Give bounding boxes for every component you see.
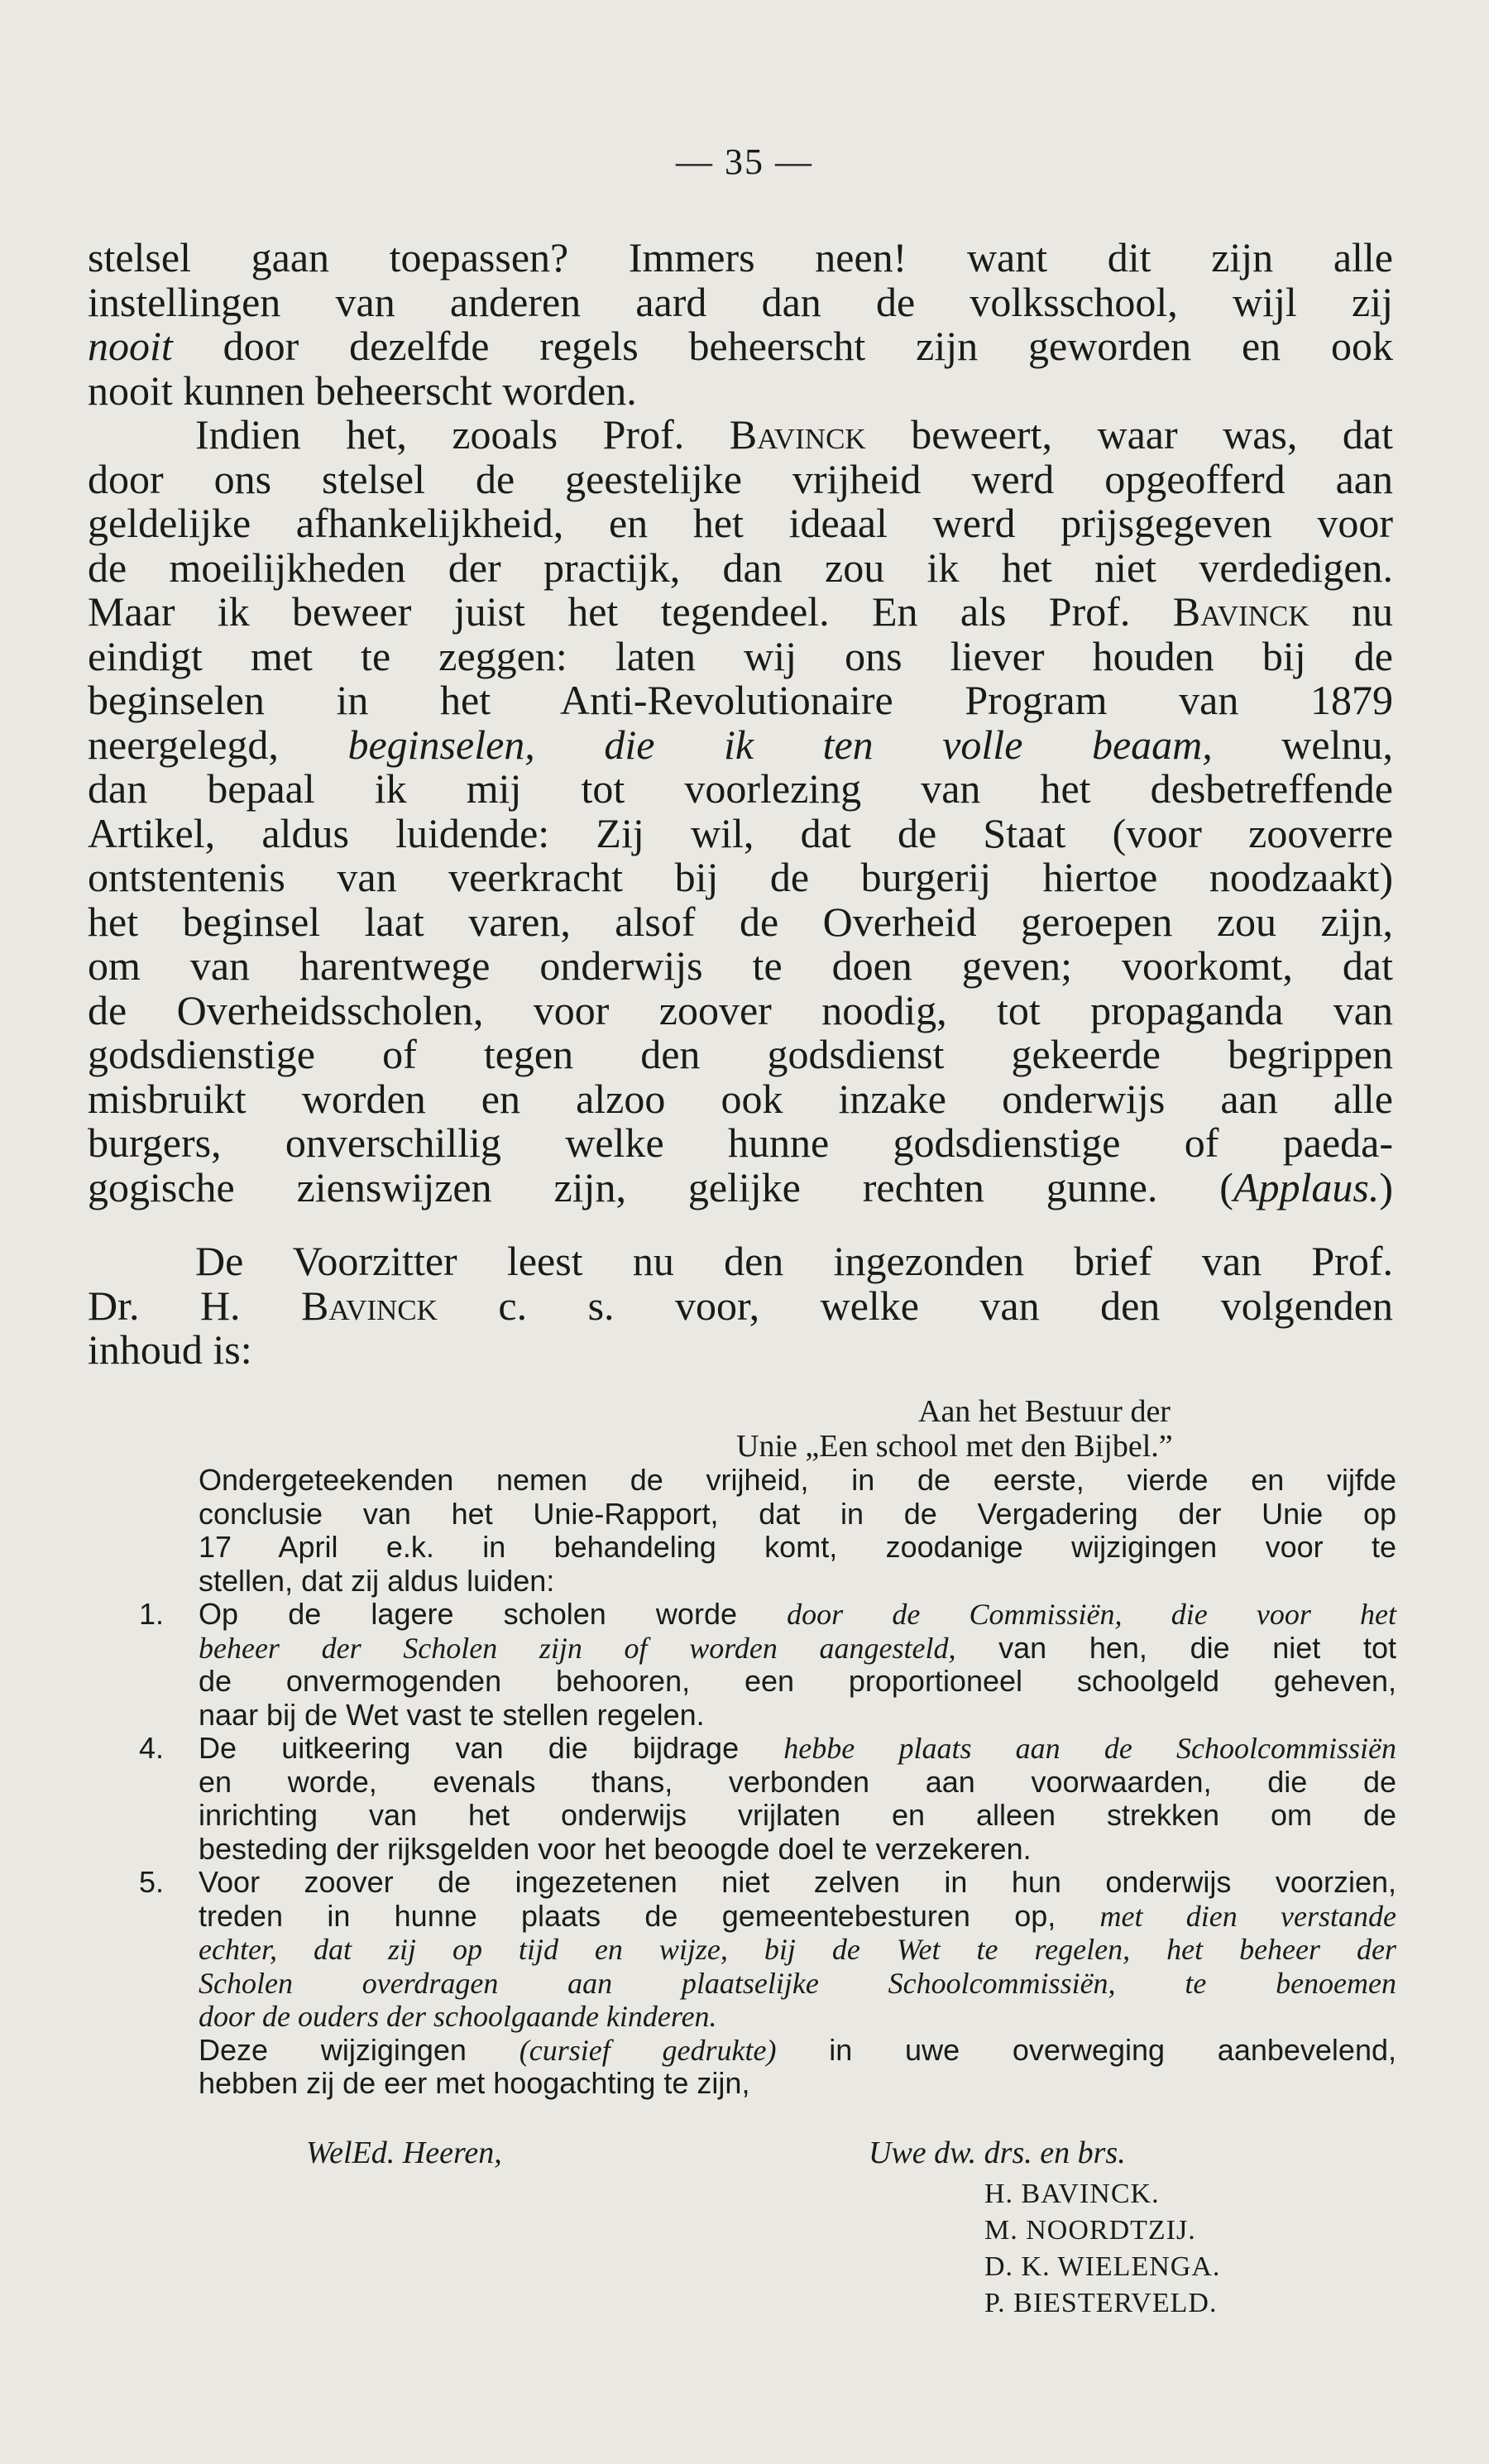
text-line: burgers, onverschillig welke hunne godsdienstige of paeda- — [88, 1119, 1393, 1166]
letter-line: naar bij de Wet vast te stellen regelen. — [199, 1697, 705, 1732]
paragraph-1 — [88, 236, 1393, 413]
text-line: neergelegd, beginselen, die ik ten volle beaam, welnu, — [88, 721, 1393, 768]
emphasis: met dien verstande — [1099, 1899, 1396, 1933]
emphasis: nooit — [88, 323, 173, 369]
letter-line: inrichting van het onderwijs vrijlaten en alleen strekken om de — [199, 1798, 1396, 1832]
letter-line: door de ouders der schoolgaande kinderen. — [199, 2000, 717, 2033]
conclusion-item — [139, 1865, 1396, 2034]
text-line: het beginsel laat varen, alsof de Overheid geroepen zou zijn, — [88, 898, 1393, 945]
emphasis: Applaus. — [1233, 1163, 1380, 1210]
conclusion-item — [139, 1731, 1396, 1866]
valediction: Uwe dw. drs. en brs. — [869, 2136, 1126, 2170]
emphasis: beginselen, die ik ten volle beaam, — [347, 721, 1213, 768]
letter-line: beheer der Scholen zijn of worden aangesteld, van hen, die niet tot — [199, 1630, 1396, 1665]
paragraph-3 — [88, 1239, 1393, 1373]
text-line: beginselen in het Anti-Revolutionaire Program van 1879 — [88, 677, 1393, 723]
letter-line: De uitkeering van die bijdrage hebbe plaats aan de Schoolcommissiën — [199, 1731, 1396, 1765]
author-name: Bavinck — [1172, 588, 1309, 635]
text-line: de Overheidsscholen, voor zoover noodig, tot propaganda van — [88, 986, 1393, 1033]
text-line: Artikel, aldus luidende: Zij wil, dat de Staat (voor zooverre — [88, 809, 1393, 856]
text-line: misbruikt worden en alzoo ook inzake onderwijs aan alle — [88, 1075, 1393, 1122]
letter-intro — [199, 1464, 1396, 1598]
letter-address: Aan het Bestuur der — [918, 1394, 1171, 1429]
signature-name: M. NOORDTZIJ. — [984, 2215, 1196, 2246]
text-line: de moeilijkheden der practijk, dan zou ik het niet verdedigen. — [88, 544, 1393, 591]
text-line: dan bepaal ik mij tot voorlezing van het desbetreffende — [88, 765, 1393, 812]
letter-closing — [199, 2034, 1396, 2101]
letter-line: echter, dat zij op tijd en wijze, bij de Wet te regelen, het beheer der — [199, 1933, 1396, 1966]
paragraph-2 — [88, 413, 1393, 1210]
emphasis: (cursief gedrukte) — [519, 2033, 777, 2067]
text-line: Dr. H. Bavinck c. s. voor, welke van den volgenden — [88, 1282, 1393, 1329]
letter-line: hebben zij de eer met hoogachting te zijn, — [199, 2066, 750, 2100]
emphasis: hebbe plaats aan de Schoolcommissiën — [783, 1732, 1396, 1765]
text-line: om van harentwege onderwijs te doen geven; voorkomt, dat — [88, 942, 1393, 989]
letter-line: Scholen overdragen aan plaatselijke Schoolcommissiën, te benoemen — [199, 1966, 1396, 2000]
author-name: Bavinck — [729, 411, 866, 458]
text-line: gogische zienswijzen zijn, gelijke rechten gunne. (Applaus.) — [88, 1163, 1393, 1210]
letter-line: conclusie van het Unie-Rapport, dat in de Vergadering der Unie op — [199, 1496, 1396, 1531]
text-line: eindigt met te zeggen: laten wij ons liever houden bij de — [88, 632, 1393, 679]
signature-name: D. K. WIELENGA. — [984, 2251, 1221, 2282]
text-line: godsdienstige of tegen den godsdienst gekeerde begrippen — [88, 1031, 1393, 1077]
quoted-letter — [139, 1394, 1396, 2101]
main-text — [88, 236, 1393, 1373]
text-line: Indien het, zooals Prof. Bavinck beweert, waar was, dat — [195, 411, 1393, 458]
signatures — [984, 2176, 1220, 2322]
text-line: door ons stelsel de geestelijke vrijheid werd opgeofferd aan — [88, 455, 1393, 502]
emphasis: door de Commissiën, die voor het — [787, 1598, 1396, 1631]
text-line: Maar ik beweer juist het tegendeel. En als Prof. Bavinck nu — [88, 588, 1394, 635]
text-line: geldelijke afhankelijkheid, en het ideaal werd prijsgegeven voor — [88, 500, 1393, 546]
text-line: inhoud is: — [88, 1326, 252, 1373]
letter-line: Voor zoover de ingezetenen niet zelven in hun onderwijs voorzien, — [199, 1865, 1396, 1899]
item-number: 5. — [139, 1865, 165, 1899]
letter-line: treden in hunne plaats de gemeentebesturen op, met dien verstande — [199, 1898, 1396, 1933]
page-number: — 35 — — [676, 141, 813, 182]
text-line: stelsel gaan toepassen? Immers neen! want dit zijn alle — [88, 234, 1393, 280]
conclusion-item — [139, 1597, 1396, 1732]
item-number: 1. — [139, 1597, 165, 1631]
text-line: nooit kunnen beheerscht worden. — [88, 367, 637, 414]
signature-name: P. BIESTERVELD. — [984, 2288, 1218, 2318]
item-number: 4. — [139, 1731, 165, 1765]
emphasis: beheer der Scholen zijn of worden aangesteld, — [199, 1631, 956, 1665]
letter-line: Op de lagere scholen worde door de Commissiën, die voor het — [199, 1597, 1396, 1631]
letter-line: 17 April e.k. in behandeling komt, zoodanige wijzigingen voor te — [199, 1530, 1396, 1564]
letter-line: en worde, evenals thans, verbonden aan voorwaarden, die de — [199, 1764, 1396, 1799]
text-line: nooit door dezelfde regels beheerscht zijn geworden en ook — [88, 323, 1393, 369]
text-line: De Voorzitter leest nu den ingezonden brief van Prof. — [195, 1238, 1393, 1284]
text-line: ontstentenis van veerkracht bij de burgerij hiertoe noodzaakt) — [88, 854, 1393, 900]
letter-line: de onvermogenden behooren, een proportioneel schoolgeld geheven, — [199, 1664, 1396, 1698]
letter-address: Unie „Een school met den Bijbel.” — [736, 1429, 1173, 1464]
text-line: instellingen van anderen aard dan de volksschool, wijl zij — [88, 278, 1393, 325]
letter-line: stellen, dat zij aldus luiden: — [199, 1563, 555, 1598]
letter-line: Ondergeteekenden nemen de vrijheid, in de eerste, vierde en vijfde — [199, 1463, 1396, 1497]
author-name: Bavinck — [301, 1282, 438, 1329]
salutation: WelEd. Heeren, — [306, 2136, 502, 2170]
signature-name: H. BAVINCK. — [984, 2179, 1160, 2209]
letter-line: Deze wijzigingen (cursief gedrukte) in uwe overweging aanbevelend, — [199, 2032, 1396, 2067]
letter-line: besteding der rijksgelden voor het beoogde doel te verzekeren. — [199, 1831, 1032, 1866]
